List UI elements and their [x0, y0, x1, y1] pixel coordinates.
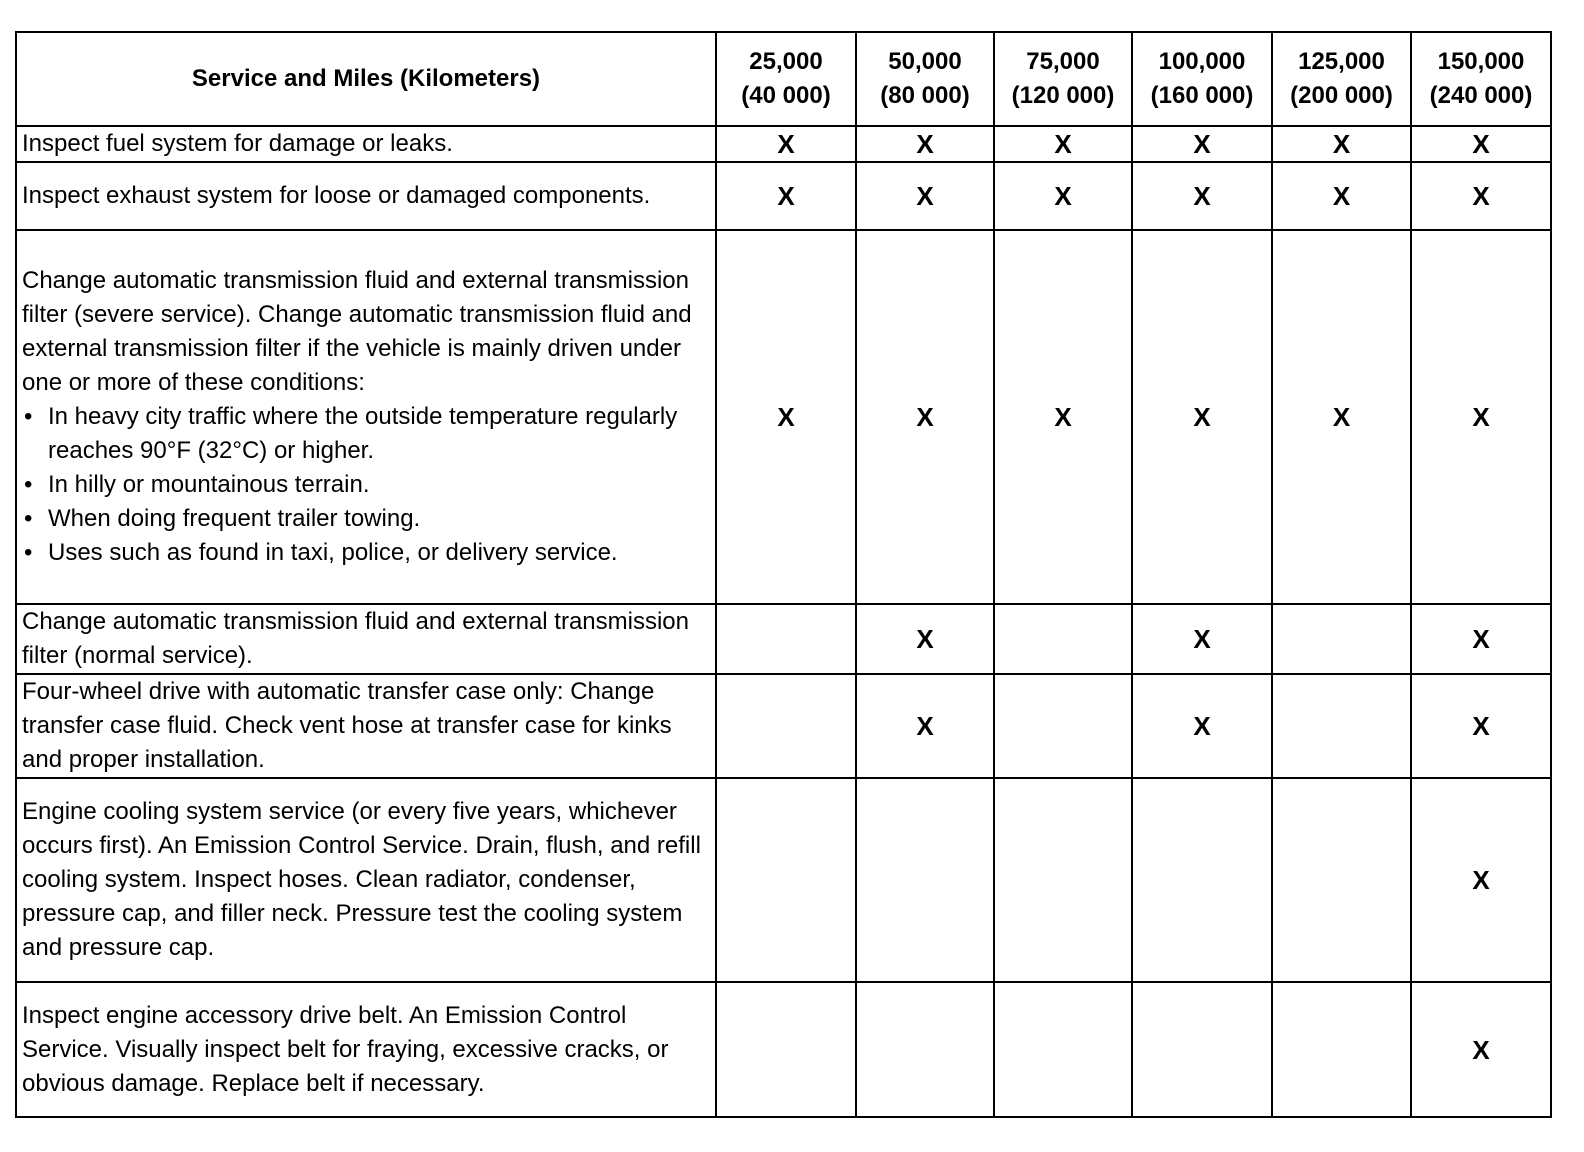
table-row — [16, 604, 1551, 674]
service-description — [16, 778, 716, 982]
interval-mark: X — [856, 674, 994, 778]
interval-header — [994, 32, 1132, 126]
service-description — [16, 982, 716, 1117]
interval-mark — [994, 674, 1132, 778]
interval-km: (160 000) — [1150, 82, 1254, 109]
table-row — [16, 778, 1551, 982]
interval-mark: X — [1411, 778, 1551, 982]
condition-item: • In hilly or mountainous terrain. — [22, 468, 711, 502]
interval-mark — [716, 674, 856, 778]
interval-mark: X — [1272, 162, 1411, 230]
interval-mark: X — [856, 230, 994, 604]
interval-mark — [994, 604, 1132, 674]
interval-header — [716, 32, 856, 126]
interval-mark: X — [1411, 230, 1551, 604]
table-row — [16, 230, 1551, 604]
interval-mark: X — [1132, 604, 1272, 674]
interval-mark: X — [716, 126, 856, 162]
interval-km: (120 000) — [1011, 82, 1115, 109]
interval-mark: X — [1272, 126, 1411, 162]
service-text: Four-wheel drive with automatic transfer case only: Change transfer case fluid. Check vent hose at transfer case for kinks and proper installation. — [22, 678, 672, 773]
interval-mark: X — [716, 230, 856, 604]
table-row — [16, 982, 1551, 1117]
interval-mark — [1272, 982, 1411, 1117]
interval-mark: X — [1132, 126, 1272, 162]
service-text: Inspect fuel system for damage or leaks. — [22, 130, 453, 157]
service-description — [16, 230, 716, 604]
interval-km: (240 000) — [1429, 82, 1533, 109]
service-description — [16, 162, 716, 230]
interval-mark: X — [856, 126, 994, 162]
table-body — [16, 126, 1551, 1117]
condition-item: • When doing frequent trailer towing. — [22, 502, 711, 536]
interval-mark — [856, 778, 994, 982]
interval-mark: X — [856, 162, 994, 230]
service-description — [16, 604, 716, 674]
interval-mark: X — [1132, 162, 1272, 230]
condition-item: • Uses such as found in taxi, police, or delivery service. — [22, 536, 711, 570]
interval-miles: 50,000 — [888, 48, 962, 75]
service-description — [16, 126, 716, 162]
service-text: Inspect engine accessory drive belt. An Emission Control Service. Visually inspect belt for fraying, excessive cracks, or obvious damage. Replace belt if necessary. — [22, 1001, 669, 1097]
condition-item: • In heavy city traffic where the outside temperature regularly reaches 90°F (32°C) or higher. — [22, 400, 711, 468]
interval-mark — [1132, 778, 1272, 982]
interval-mark — [1132, 982, 1272, 1117]
service-text: Change automatic transmission fluid and external transmission filter (normal service). — [22, 608, 689, 669]
service-description — [16, 674, 716, 778]
interval-mark: X — [1411, 674, 1551, 778]
header-row — [16, 32, 1551, 126]
interval-header — [1132, 32, 1272, 126]
interval-mark: X — [1411, 604, 1551, 674]
interval-header — [1272, 32, 1411, 126]
table-row — [16, 162, 1551, 230]
interval-mark: X — [1411, 982, 1551, 1117]
service-text: Change automatic transmission fluid and external transmission filter (severe service). Change automatic transmission fluid and external transmission filter if the vehicle is mainly driven under one or more of these conditions: — [22, 267, 692, 396]
interval-mark: X — [1272, 230, 1411, 604]
interval-header — [856, 32, 994, 126]
interval-miles: 100,000 — [1158, 48, 1246, 75]
interval-mark: X — [856, 604, 994, 674]
maintenance-schedule-table — [15, 31, 1552, 1118]
interval-km: (80 000) — [880, 82, 970, 109]
condition-list — [22, 400, 711, 570]
interval-mark: X — [994, 230, 1132, 604]
interval-mark: X — [994, 126, 1132, 162]
table-row — [16, 126, 1551, 162]
interval-mark — [1272, 604, 1411, 674]
interval-mark — [856, 982, 994, 1117]
interval-header — [1411, 32, 1551, 126]
interval-mark — [994, 778, 1132, 982]
service-text: Inspect exhaust system for loose or damaged components. — [22, 182, 651, 209]
interval-mark — [716, 604, 856, 674]
interval-miles: 150,000 — [1437, 48, 1525, 75]
interval-mark — [994, 982, 1132, 1117]
interval-mark: X — [994, 162, 1132, 230]
service-header: Service and Miles (Kilometers) — [16, 32, 716, 126]
service-text: Engine cooling system service (or every five years, whichever occurs first). An Emission Control Service. Drain, flush, and refill cooling system. Inspect hoses. Clean radiator, condenser, pressure cap, and filler neck. Pressure test the cooling system and pressure cap. — [22, 798, 701, 961]
interval-mark: X — [1132, 230, 1272, 604]
table-row — [16, 674, 1551, 778]
interval-mark: X — [1411, 162, 1551, 230]
interval-mark: X — [1132, 674, 1272, 778]
interval-km: (40 000) — [741, 82, 831, 109]
interval-mark — [1272, 674, 1411, 778]
interval-km: (200 000) — [1290, 82, 1393, 109]
interval-mark: X — [1411, 126, 1551, 162]
interval-mark — [716, 982, 856, 1117]
interval-miles: 75,000 — [1026, 48, 1100, 75]
interval-mark: X — [716, 162, 856, 230]
interval-miles: 25,000 — [749, 48, 823, 75]
interval-mark — [716, 778, 856, 982]
interval-mark — [1272, 778, 1411, 982]
interval-miles: 125,000 — [1298, 48, 1385, 75]
